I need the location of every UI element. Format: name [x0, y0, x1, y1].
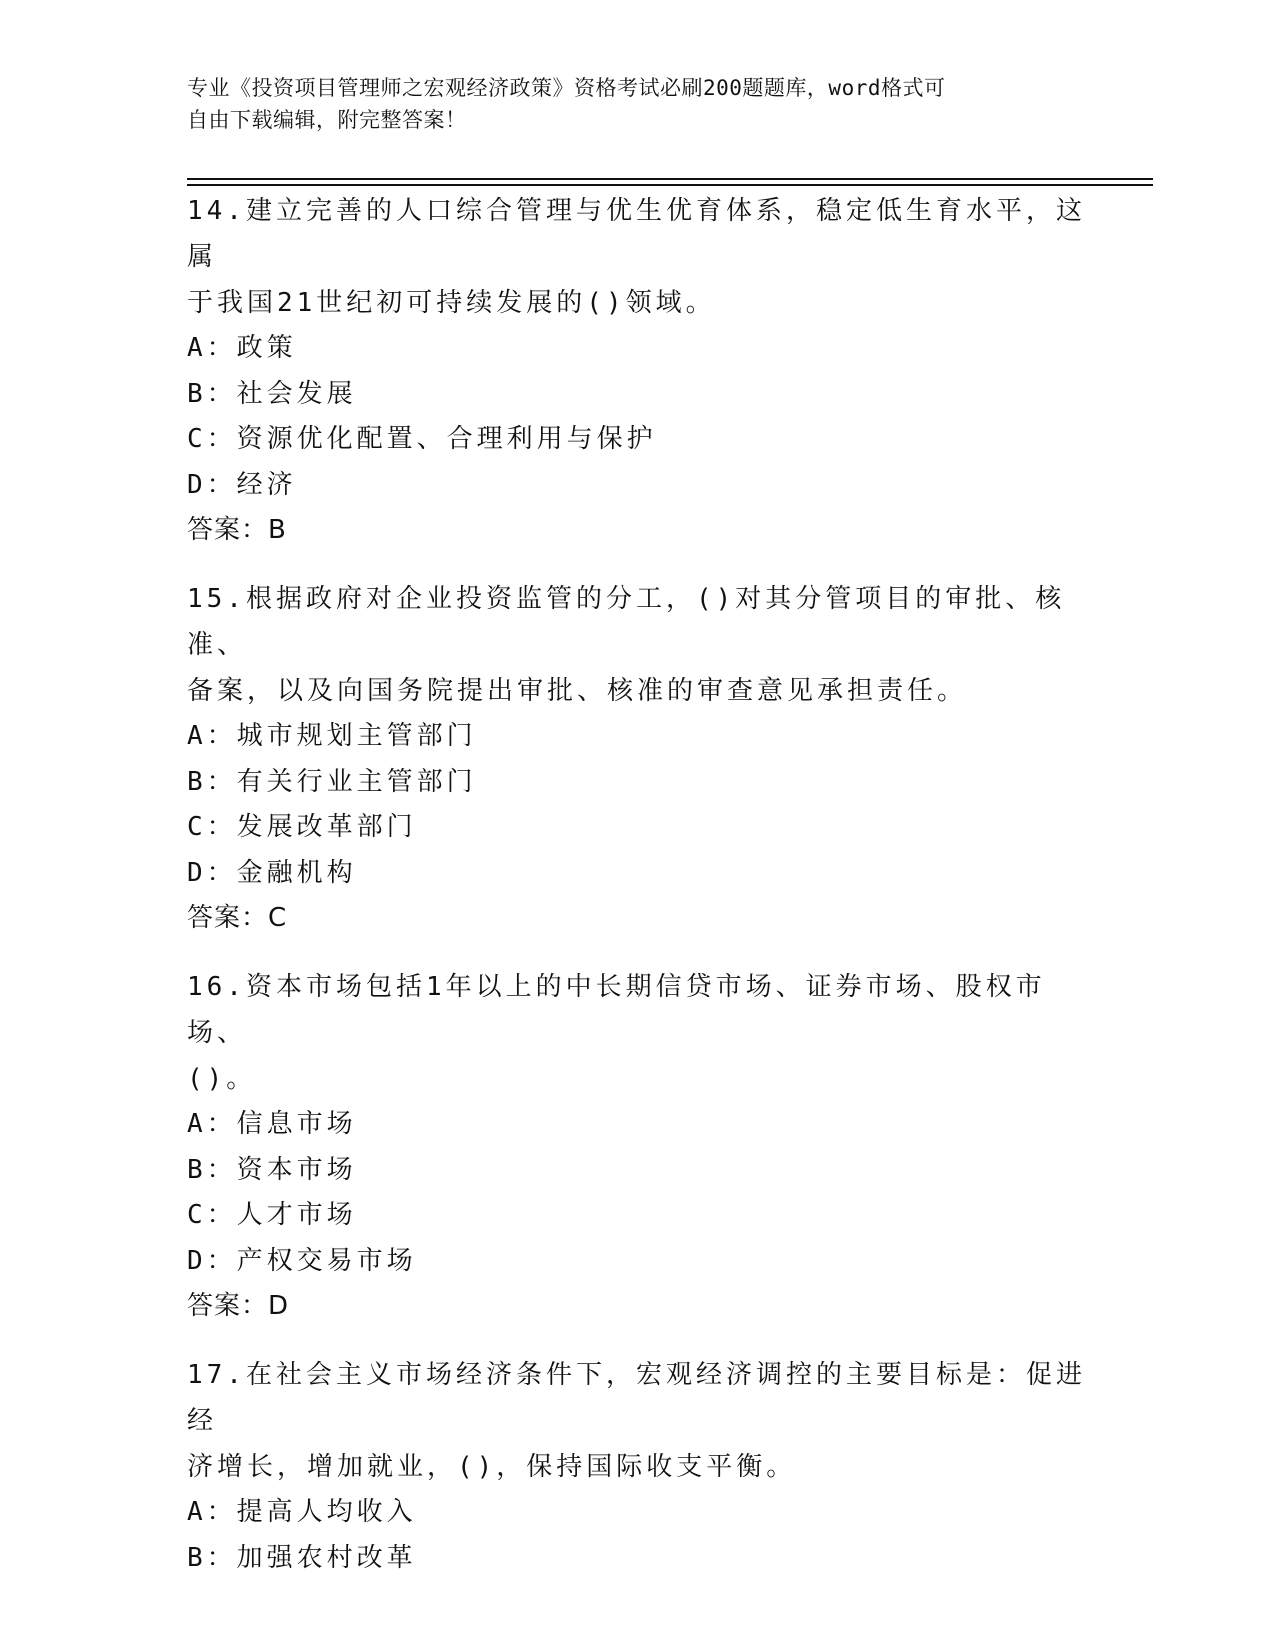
option-b: B：加强农村改革: [187, 1542, 417, 1573]
question-list: [187, 188, 1087, 1603]
answer: 答案：D: [187, 1291, 290, 1322]
question-text-line-1: 17.在社会主义市场经济条件下，宏观经济调控的主要目标是：促进经: [187, 1359, 1086, 1436]
question-text-line-2: 备案，以及向国务院提出审批、核准的审查意见承担责任。: [187, 675, 968, 706]
question-text-line-2: ()。: [187, 1063, 257, 1094]
option-c: C：发展改革部门: [187, 812, 417, 843]
question-16: [187, 964, 1087, 1330]
question-text-line-1: 14.建立完善的人口综合管理与优生优育体系，稳定低生育水平，这属: [187, 196, 1086, 272]
header-divider-bottom: [187, 184, 1153, 186]
document-header: [187, 72, 1067, 136]
question-text-line-1: 16.资本市场包括1年以上的中长期信贷市场、证券市场、股权市场、: [187, 971, 1046, 1048]
option-a: A：提高人均收入: [187, 1496, 417, 1527]
answer: 答案：C: [187, 903, 288, 934]
option-a: A：城市规划主管部门: [187, 720, 477, 751]
question-17: [187, 1352, 1087, 1581]
option-b: B：社会发展: [187, 378, 357, 409]
question-text-line-1: 15.根据政府对企业投资监管的分工，()对其分管项目的审批、核准、: [187, 583, 1066, 660]
option-b: B：有关行业主管部门: [187, 766, 477, 797]
header-line-1: 专业《投资项目管理师之宏观经济政策》资格考试必刷200题题库，word格式可: [187, 76, 946, 100]
header-line-2: 自由下载编辑，附完整答案！: [187, 108, 467, 132]
question-15: [187, 576, 1087, 942]
option-b: B：资本市场: [187, 1154, 357, 1185]
option-d: D：金融机构: [187, 857, 357, 888]
question-text-line-2: 于我国21世纪初可持续发展的()领域。: [187, 288, 716, 318]
question-text-line-2: 济增长，增加就业，()，保持国际收支平衡。: [187, 1451, 797, 1482]
option-d: D：产权交易市场: [187, 1245, 417, 1276]
option-c: C：人才市场: [187, 1200, 357, 1231]
option-a: A：信息市场: [187, 1108, 357, 1139]
answer: 答案：B: [187, 515, 287, 546]
header-divider-top: [187, 178, 1153, 180]
question-14: [187, 188, 1087, 554]
option-c: C：资源优化配置、合理利用与保护: [187, 424, 657, 455]
option-d: D：经济: [187, 469, 297, 500]
option-a: A：政策: [187, 333, 297, 363]
